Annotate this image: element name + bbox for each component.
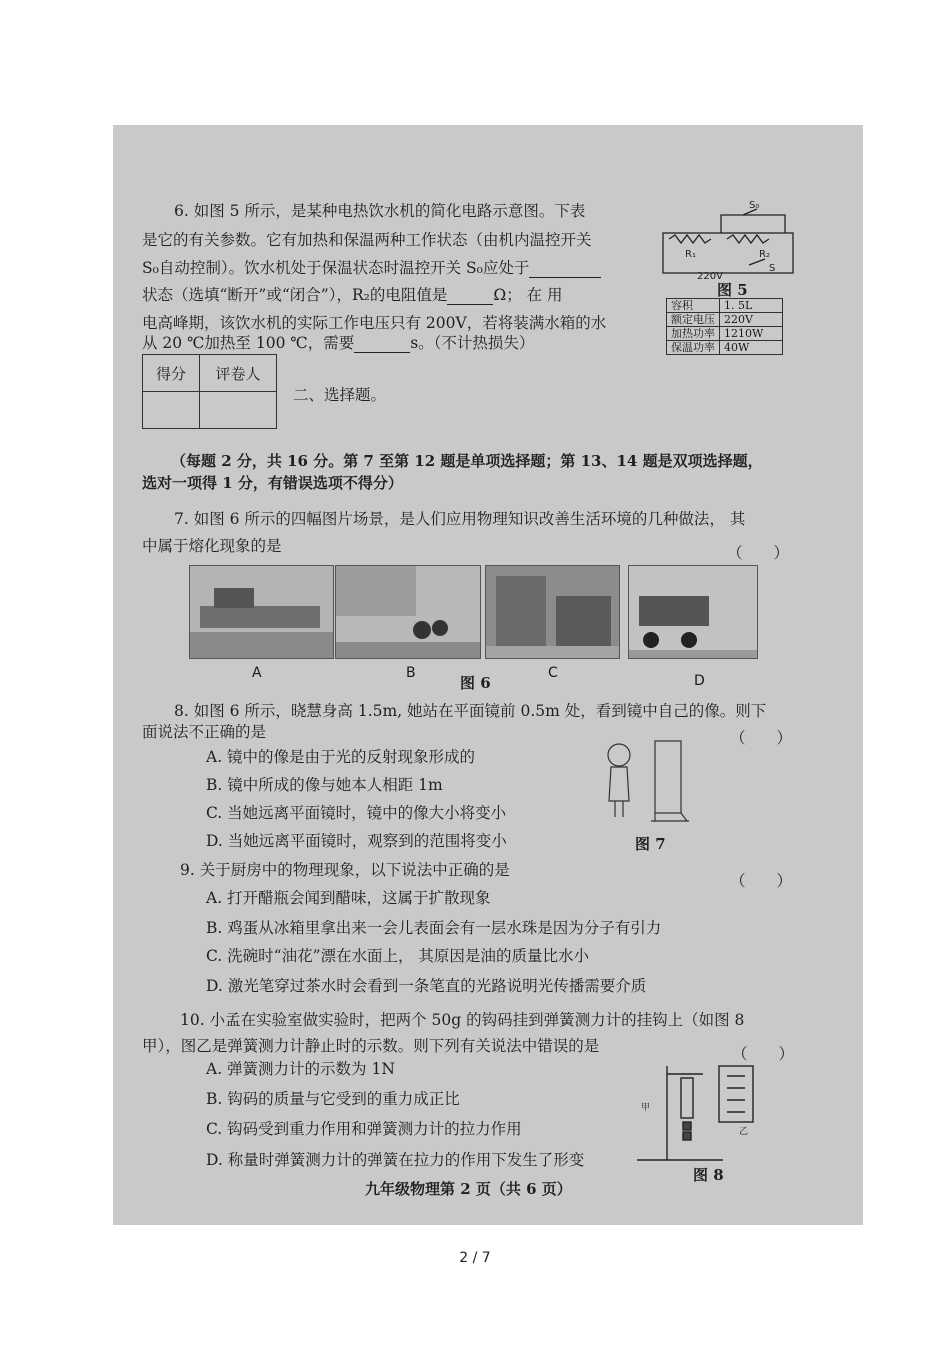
q9-option-a: A. 打开醋瓶会闻到醋味，这属于扩散现象 xyxy=(206,889,491,907)
photo-d xyxy=(628,565,758,659)
section-2-note-1: （每题 2 分，共 16 分。第 7 至第 12 题是单项选择题；第 13、14 题是双项选择题， xyxy=(171,452,763,470)
param-label: 加热功率 xyxy=(667,327,720,341)
param-label: 保温功率 xyxy=(667,341,720,355)
param-label: 额定电压 xyxy=(667,313,720,327)
score-header: 得分 xyxy=(143,355,200,392)
q10-answer-bracket[interactable]: （ ） xyxy=(732,1045,795,1063)
resistor-r1 xyxy=(669,235,711,243)
q8-line-1: 8. 如图 6 所示，晓慧身高 1.5m, 她站在平面镜前 0.5m 处，看到镜中自己的像。则下 xyxy=(174,702,767,720)
q6-line-5: 电高峰期，该饮水机的实际工作电压只有 200V，若将装满水箱的水 xyxy=(142,314,607,332)
figure-7-caption: 图 7 xyxy=(635,835,666,853)
resistor-r2 xyxy=(727,235,769,243)
score-cell[interactable] xyxy=(143,392,200,429)
q6-line-6-tail: s。（不计热损失） xyxy=(410,334,535,352)
table-row xyxy=(667,313,783,327)
q7-line-1: 7. 如图 6 所示的四幅图片场景，是人们应用物理知识改善生活环境的几种做法， 其 xyxy=(174,510,746,528)
q9-option-b: B. 鸡蛋从冰箱里拿出来一会儿表面会有一层水珠是因为分子有引力 xyxy=(206,919,662,937)
figure-6-caption: 图 6 xyxy=(460,674,491,692)
q8-option-a: A. 镜中的像是由于光的反射现象形成的 xyxy=(206,748,476,766)
q6-line-4-text: 状态（选填“断开”或“闭合”），R₂的电阻值是 xyxy=(142,286,448,304)
photo-a xyxy=(189,565,334,659)
girl-mirror-figure-7 xyxy=(599,735,699,835)
q6-line-3 xyxy=(142,258,601,278)
q6-line-6 xyxy=(142,333,534,353)
section-2-note-2: 选对一项得 1 分，有错误选项不得分） xyxy=(142,474,403,492)
page-number: 2 / 7 xyxy=(459,1250,491,1266)
q8-option-d: D. 当她远离平面镜时，观察到的范围将变小 xyxy=(206,832,507,850)
photo-label-d: D xyxy=(694,673,705,689)
figure-5-caption: 图 5 xyxy=(717,281,748,299)
label-s: S xyxy=(769,263,776,274)
q7-line-2: 中属于熔化现象的是 xyxy=(142,537,282,555)
param-value: 1. 5L xyxy=(720,299,783,313)
photo-label-c: C xyxy=(548,665,558,681)
photo-c xyxy=(485,565,620,659)
param-label: 容积 xyxy=(667,299,720,313)
q6-line-4-tail: Ω； 在 用 xyxy=(493,286,563,304)
q10-line-1: 10. 小孟在实验室做实验时，把两个 50g 的钩码挂到弹簧测力计的挂钩上（如图 8 xyxy=(180,1011,745,1029)
table-row xyxy=(667,327,783,341)
spring-scale-figure-8 xyxy=(631,1060,761,1170)
q10-option-b: B. 钩码的质量与它受到的重力成正比 xyxy=(206,1090,460,1108)
q9-line-1: 9. 关于厨房中的物理现象，以下说法中正确的是 xyxy=(180,861,510,879)
q8-option-c: C. 当她远离平面镜时，镜中的像大小将变小 xyxy=(206,804,507,822)
fig8-label-yi: 乙 xyxy=(739,1127,749,1137)
q6-blank-2[interactable] xyxy=(447,304,493,305)
q6-blank-1[interactable] xyxy=(529,277,601,278)
q9-option-d: D. 激光笔穿过茶水时会看到一条笔直的光路说明光传播需要介质 xyxy=(206,977,647,995)
score-box xyxy=(142,354,277,429)
q8-line-2: 面说法不正确的是 xyxy=(142,723,267,741)
table-row xyxy=(667,341,783,355)
q6-line-2: 是它的有关参数。它有加热和保温两种工作状态（由机内温控开关 xyxy=(142,231,592,249)
q6-line-6-text: 从 20 ℃加热至 100 ℃，需要 xyxy=(142,334,355,352)
parameters-table xyxy=(666,298,783,355)
figure-8-caption: 图 8 xyxy=(693,1166,724,1184)
section-2-title: 二、选择题。 xyxy=(293,386,387,404)
param-value: 40W xyxy=(720,341,783,355)
q9-answer-bracket[interactable]: （ ） xyxy=(730,872,793,890)
label-r1: R₁ xyxy=(685,249,696,260)
q8-option-b: B. 镜中所成的像与她本人相距 1m xyxy=(206,776,443,794)
photo-label-b: B xyxy=(406,665,416,681)
label-r2: R₂ xyxy=(759,249,770,260)
circuit-diagram-figure-5 xyxy=(661,199,801,281)
q6-line-3-text: S₀自动控制）。饮水机处于保温状态时温控开关 S₀应处于 xyxy=(142,259,530,277)
q10-option-d: D. 称量时弹簧测力计的弹簧在拉力的作用下发生了形变 xyxy=(206,1151,585,1169)
photo-b xyxy=(335,565,481,659)
q6-blank-3[interactable] xyxy=(354,352,410,353)
q8-answer-bracket[interactable]: （ ） xyxy=(730,729,793,747)
param-value: 1210W xyxy=(720,327,783,341)
q10-option-a: A. 弹簧测力计的示数为 1N xyxy=(206,1060,395,1078)
q7-answer-bracket[interactable]: （ ） xyxy=(727,544,790,562)
q10-line-2: 甲），图乙是弹簧测力计静止时的示数。则下列有关说法中错误的是 xyxy=(142,1037,600,1055)
grader-header: 评卷人 xyxy=(200,355,277,392)
label-s0: S₀ xyxy=(749,200,760,211)
q9-option-c: C. 洗碗时“油花”漂在水面上， 其原因是油的质量比水小 xyxy=(206,947,589,965)
photo-label-a: A xyxy=(252,665,262,681)
q6-line-4 xyxy=(142,285,563,305)
scanned-exam-page xyxy=(113,125,863,1225)
q10-option-c: C. 钩码受到重力作用和弹簧测力计的拉力作用 xyxy=(206,1120,522,1138)
grader-cell[interactable] xyxy=(200,392,277,429)
sheet-footer: 九年级物理第 2 页（共 6 页） xyxy=(365,1180,572,1198)
q6-line-1: 6. 如图 5 所示，是某种电热饮水机的简化电路示意图。下表 xyxy=(174,202,586,220)
label-voltage: 220V xyxy=(697,271,723,281)
param-value: 220V xyxy=(720,313,783,327)
table-row xyxy=(667,299,783,313)
fig8-label-jia: 甲 xyxy=(641,1103,651,1113)
